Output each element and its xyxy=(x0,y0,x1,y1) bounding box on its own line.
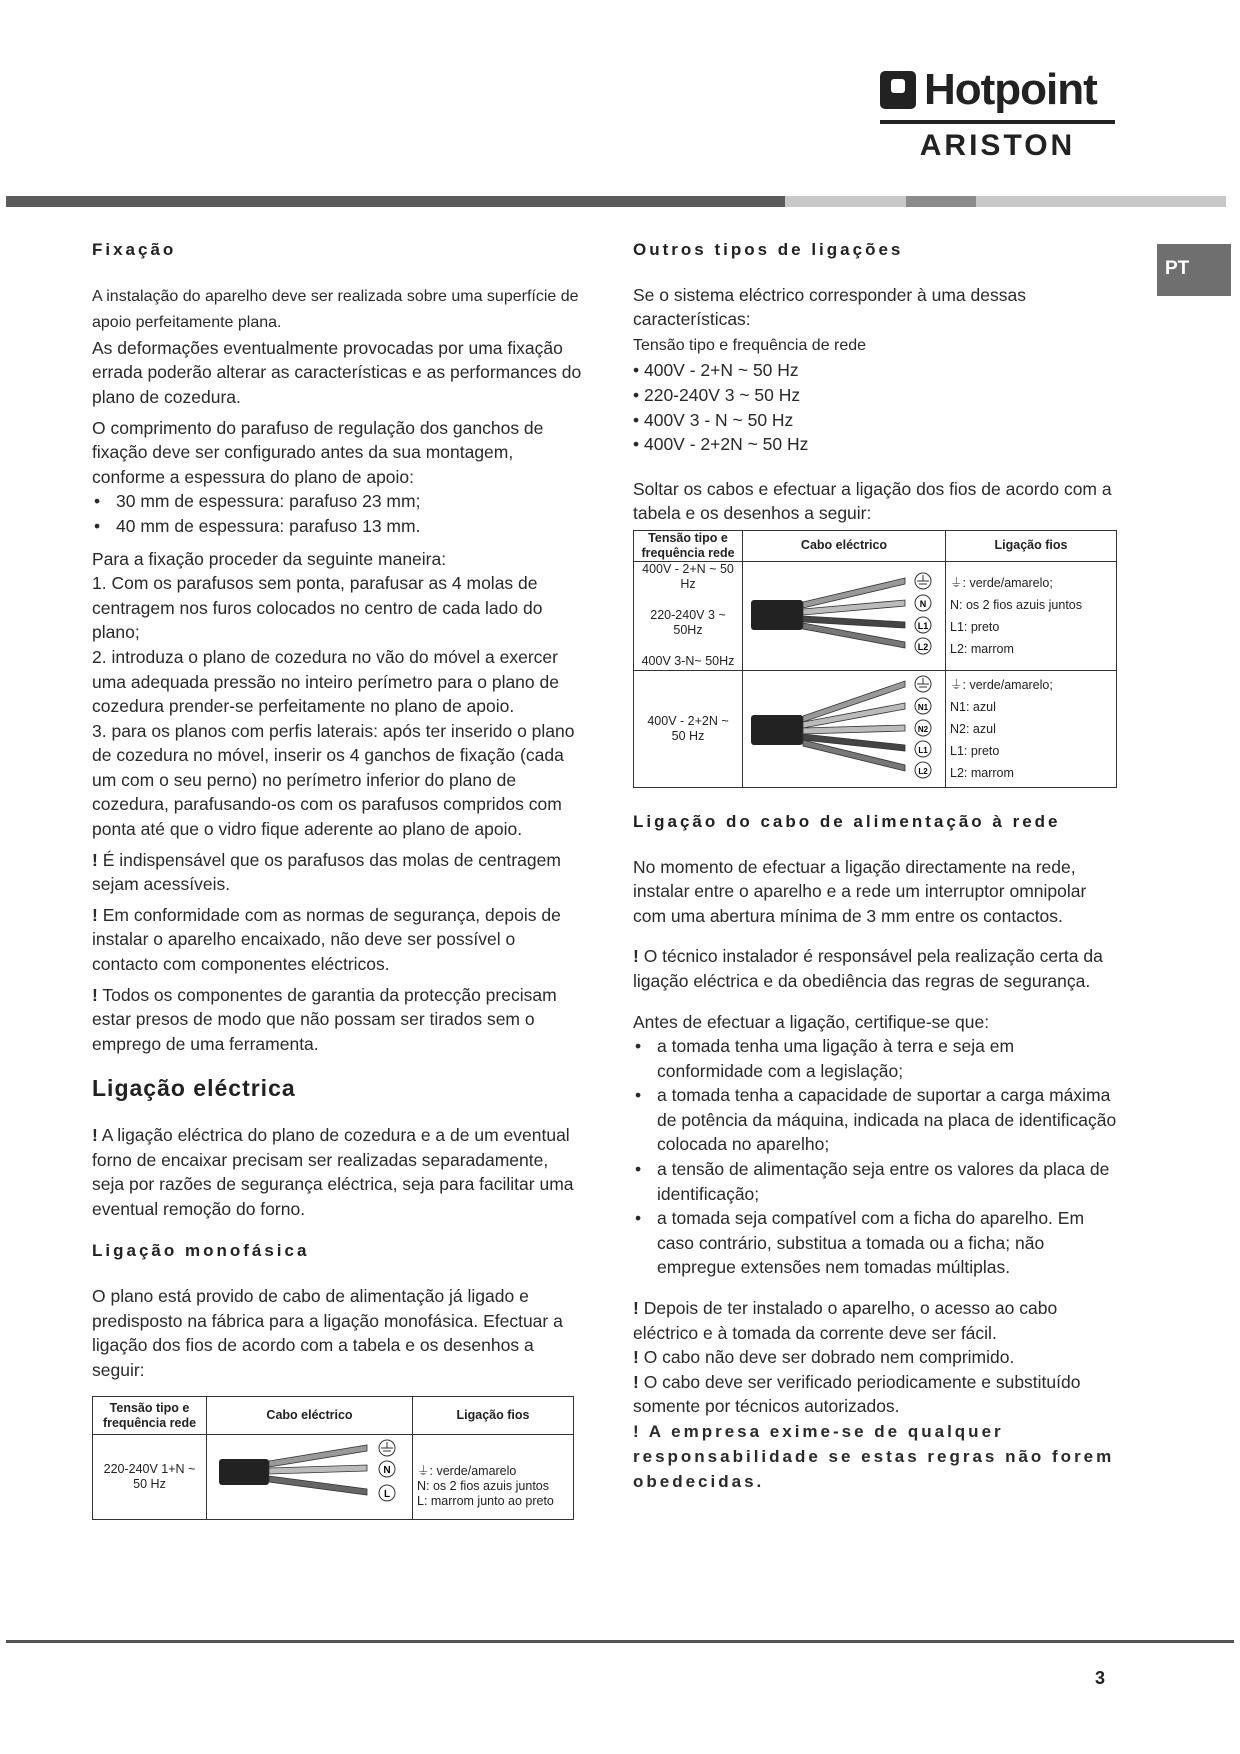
list-item: • a tensão de alimentação seja entre os valores da placa de identificação; xyxy=(633,1157,1123,1206)
table-cell xyxy=(413,1435,574,1520)
logo-divider xyxy=(880,120,1115,124)
header-bar-dark xyxy=(6,196,785,207)
earth-icon: ⏚ xyxy=(417,1463,430,1478)
warning-note-strong: ! A empresa exime-se de qualquer responsabilidade se estas regras não forem obedecidas. xyxy=(633,1422,1115,1491)
table-cell xyxy=(946,561,1117,670)
terminal-label: N xyxy=(383,1465,391,1477)
header-bar-light xyxy=(785,196,906,207)
header-bar-mid xyxy=(906,196,976,207)
terminal-label: N xyxy=(919,598,927,609)
wire-desc: ⏚: verde/amarelo; xyxy=(950,575,1053,590)
section-heading-monofasica: Ligação monofásica xyxy=(92,1241,310,1261)
brand-logo xyxy=(880,65,1120,178)
wire-desc: L1: preto xyxy=(950,619,1000,634)
header-bar-light-2 xyxy=(976,196,1226,207)
earth-icon: ⏚ xyxy=(950,575,963,590)
wire-desc: ⏚: verde/amarelo xyxy=(417,1463,517,1478)
table-header: Ligação fios xyxy=(413,1397,574,1435)
list-item: • a tomada tenha uma ligação à terra e seja em conformidade com a legislação; xyxy=(633,1034,1123,1083)
wire-desc: L1: preto xyxy=(950,743,1000,758)
table-cell: 400V - 2+2N ~ 50 Hz xyxy=(634,670,743,787)
wire-earth xyxy=(269,1445,367,1467)
table-header: Cabo eléctrico xyxy=(207,1397,413,1435)
page-number: 3 xyxy=(1095,1668,1106,1688)
wire-desc: N2: azul xyxy=(950,721,996,736)
warning-note: ! O cabo deve ser verificado periodicamente e substituído somente por técnicos autorizados. xyxy=(633,1371,1081,1417)
footer-divider xyxy=(6,1640,1234,1643)
list-item: • 30 mm de espessura: parafuso 23 mm; xyxy=(92,489,582,514)
terminal-label: N2 xyxy=(917,724,929,734)
section-heading-outros: Outros tipos de ligações xyxy=(633,240,904,259)
cable-diagram xyxy=(207,1435,413,1520)
table-header: Tensão tipo e frequência rede xyxy=(634,530,743,561)
paragraph: Para a fixação proceder da seguinte maneira: 1. Com os parafusos sem ponta, parafusar as 4 molas de centragem nos furos colocados no centro de cada lado do plano; 2. introduza o plano de cozedura no vão do móvel a exercer uma adequada pressão no inteiro perímetro para o plano de cozedura prender-se perfeitamente no plano de apoio. 3. para os planos com perfis laterais: após ter inserido o plano de cozedura no móvel, inserir os 4 ganchos de fixação (cada um com o seu perno) no perímetro inferior do plano de cozedura, parafusando-os com os parafusos compridos com ponta até que o vidro fique aderente ao plano de apoio. xyxy=(92,548,575,840)
wire-desc: L2: marrom xyxy=(950,765,1014,780)
wire-desc: ⏚: verde/amarelo; xyxy=(950,677,1053,692)
paragraph: Antes de efectuar a ligação, certifique-se que: xyxy=(633,1011,990,1032)
right-column xyxy=(633,238,1123,1500)
section-heading-cabo: Ligação do cabo de alimentação à rede xyxy=(633,811,1061,831)
wire-desc: N: os 2 fios azuis juntos xyxy=(950,597,1083,612)
terminal-label: L1 xyxy=(918,745,928,755)
warning-note: ! Depois de ter instalado o aparelho, o acesso ao cabo eléctrico e à tomada da corrente deve ser fácil. xyxy=(633,1298,1058,1343)
bullet-list xyxy=(633,1034,1123,1280)
section-heading-fixacao: Fixação xyxy=(92,240,177,259)
cable-diagram-svg xyxy=(743,671,945,783)
left-column xyxy=(92,238,582,1520)
warning-note: ! É indispensável que os parafusos das molas de centragem sejam acessíveis. xyxy=(92,849,561,895)
warning-note: ! A ligação eléctrica do plano de cozedura e a de um eventual forno de encaixar precisam ser realizadas separadamente, seja por razões de segurança eléctrica, seja para facilitar uma eventual remoção do forno. xyxy=(92,1125,574,1219)
wiring-table-mono xyxy=(92,1396,574,1520)
paragraph: O comprimento do parafuso de regulação dos ganchos de fixação deve ser configurado antes da sua montagem, conforme a espessura do plano de apoio: xyxy=(92,417,544,487)
cable-sheath xyxy=(219,1459,269,1485)
paragraph: No momento de efectuar a ligação directamente na rede, instalar entre o aparelho e a rede um interruptor omnipolar com uma abertura mínima de 3 mm entre os contactos. xyxy=(633,856,1087,926)
brand-name: Hotpoint xyxy=(924,65,1097,114)
paragraph: A instalação do aparelho deve ser realizada sobre uma superfície de apoio perfeitamente plana. As deformações eventualmente provocadas por uma fixação errada poderão alterar as características e as performances do plano de cozedura. xyxy=(92,287,582,407)
wire-desc: L2: marrom xyxy=(950,641,1014,656)
cable-diagram-svg xyxy=(743,562,945,666)
list-item: • 220-240V 3 ~ 50 Hz xyxy=(633,384,801,405)
section-heading-eletrica: Ligação eléctrica xyxy=(92,1075,296,1102)
cable-diagram-svg xyxy=(207,1435,412,1515)
paragraph: O plano está provido de cabo de alimentação já ligado e predisposto na fábrica para a ligação monofásica. Efectuar a ligação dos fios de acordo com a tabela e os desenhos a seguir: xyxy=(92,1285,563,1380)
cable-diagram xyxy=(743,561,946,670)
wire-desc: N: os 2 fios azuis juntos xyxy=(417,1478,550,1493)
paragraph: Soltar os cabos e efectuar a ligação dos fios de acordo com a tabela e os desenhos a seguir: xyxy=(633,478,1112,524)
cable-diagram xyxy=(743,670,946,787)
list-item: • a tomada tenha a capacidade de suportar a carga máxima de potência da máquina, indicada na placa de identificação colocada no aparelho; xyxy=(633,1083,1123,1157)
terminal-label: N1 xyxy=(917,702,929,712)
voltage-list xyxy=(633,358,1123,456)
brand-subname: ARISTON xyxy=(919,129,1076,162)
warning-note: ! O técnico instalador é responsável pela realização certa da ligação eléctrica e da obediência das regras de segurança. xyxy=(633,946,1103,991)
list-item: • 400V - 2+N ~ 50 Hz xyxy=(633,360,799,381)
wiring-table-multi xyxy=(633,530,1117,788)
list-item: • a tomada seja compatível com a ficha do aparelho. Em caso contrário, substitua a tomada ou a ficha; não empregue extensões nem tomadas múltiplas. xyxy=(633,1206,1123,1280)
list-item: • 400V 3 - N ~ 50 Hz xyxy=(633,409,794,430)
terminal-label: L2 xyxy=(918,766,928,776)
table-header: Ligação fios xyxy=(946,530,1117,561)
earth-icon: ⏚ xyxy=(950,677,963,692)
list-item: • 40 mm de espessura: parafuso 13 mm. xyxy=(92,514,582,539)
table-cell: 400V - 2+N ~ 50 Hz 220-240V 3 ~ 50Hz 400V 3-N~ 50Hz xyxy=(634,561,743,670)
table-header: Tensão tipo e frequência rede xyxy=(93,1397,207,1435)
bullet-list xyxy=(92,489,582,538)
list-item: • 400V - 2+2N ~ 50 Hz xyxy=(633,434,809,455)
warning-note: ! O cabo não deve ser dobrado nem comprimido. xyxy=(633,1347,1015,1368)
wire-neutral xyxy=(269,1465,367,1474)
terminal-label: L2 xyxy=(917,641,929,652)
table-cell: 220-240V 1+N ~ 50 Hz xyxy=(93,1435,207,1520)
wire-live xyxy=(269,1476,367,1495)
terminal-label: L xyxy=(383,1489,391,1501)
language-tab[interactable]: PT xyxy=(1157,244,1231,296)
warning-note: ! Todos os componentes de garantia da protecção precisam estar presos de modo que não possam ser tirados sem o emprego de uma ferramenta. xyxy=(92,984,557,1054)
wire-desc: N1: azul xyxy=(950,699,996,714)
paragraph: Se o sistema eléctrico corresponder à uma dessas características: Tensão tipo e frequência de rede xyxy=(633,284,1026,354)
wire-desc: L: marrom junto ao preto xyxy=(417,1493,554,1508)
table-cell xyxy=(946,670,1117,787)
table-header: Cabo eléctrico xyxy=(743,530,946,561)
brand-logo-icon xyxy=(880,71,916,109)
warning-note: ! Em conformidade com as normas de segurança, depois de instalar o aparelho encaixado, não deve ser possível o contacto com componentes eléctricos. xyxy=(92,904,561,975)
terminal-label: L1 xyxy=(917,620,929,631)
